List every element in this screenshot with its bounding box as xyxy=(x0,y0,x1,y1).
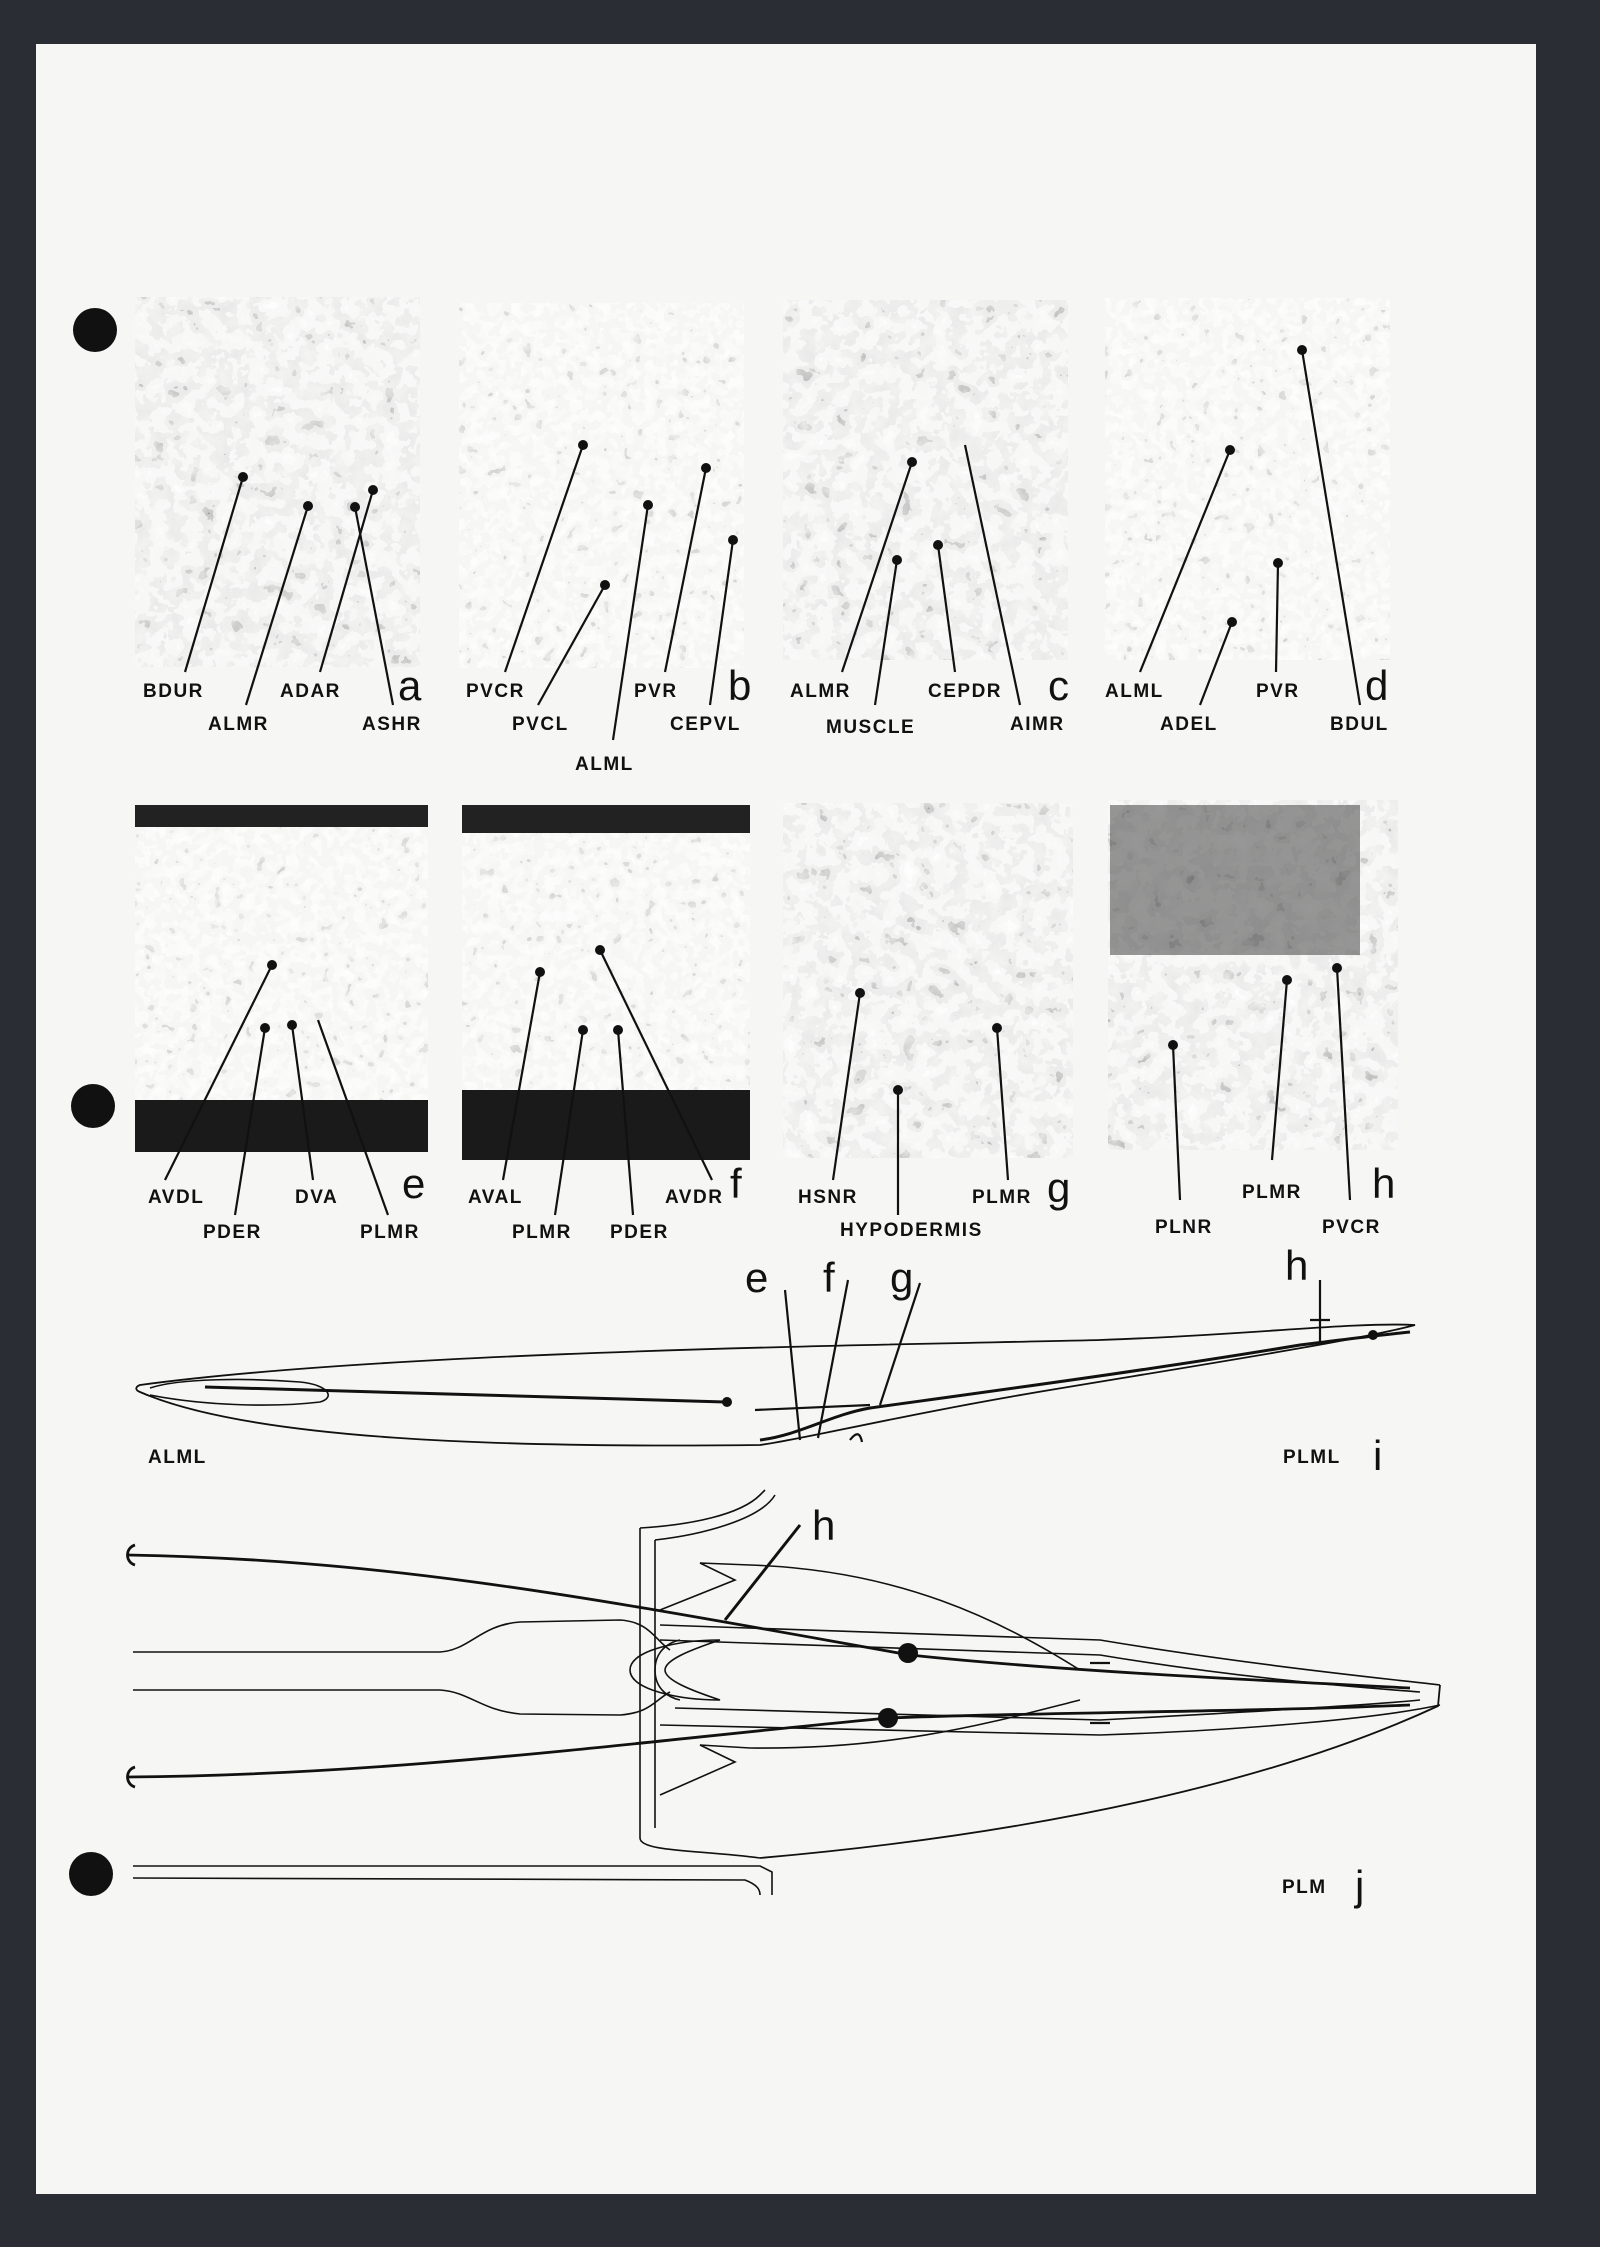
label-a-3: ASHR xyxy=(362,714,422,735)
micrograph-f xyxy=(462,805,750,1160)
label-c-3: AIMR xyxy=(1010,714,1065,735)
label-f-0: AVAL xyxy=(468,1187,523,1208)
label-g-2: PLMR xyxy=(972,1187,1032,1208)
label-d-2: PVR xyxy=(1256,681,1300,702)
section-mark-f: f xyxy=(823,1254,835,1301)
label-d-1: ADEL xyxy=(1160,714,1218,735)
panel-letter-j: j xyxy=(1355,1862,1365,1909)
label-b-3: PVR xyxy=(634,681,678,702)
label-plm: PLM xyxy=(1282,1877,1327,1898)
panel-letter-e: e xyxy=(402,1160,426,1207)
section-mark-e: e xyxy=(745,1254,769,1301)
label-a-2: ADAR xyxy=(280,681,341,702)
panel-letter-h: h xyxy=(1372,1160,1396,1207)
label-h-1: PLMR xyxy=(1242,1182,1302,1203)
label-c-1: MUSCLE xyxy=(826,717,916,738)
label-g-1: HYPODERMIS xyxy=(840,1220,983,1241)
label-e-1: PDER xyxy=(203,1222,262,1243)
label-a-0: BDUR xyxy=(143,681,204,702)
label-d-3: BDUL xyxy=(1330,714,1389,735)
panel-letter-a: a xyxy=(398,662,422,709)
label-e-3: PLMR xyxy=(360,1222,420,1243)
label-b-1: PVCL xyxy=(512,714,569,735)
panel-letter-f: f xyxy=(730,1160,742,1207)
micrograph-b xyxy=(459,303,744,668)
section-mark-h: h xyxy=(1285,1242,1309,1289)
label-c-2: CEPDR xyxy=(928,681,1003,702)
binder-hole xyxy=(71,1084,115,1128)
section-mark-j-h: h xyxy=(812,1502,836,1549)
alml-cell-body xyxy=(722,1397,732,1407)
panel-letter-c: c xyxy=(1048,662,1069,709)
panel-letter-g: g xyxy=(1047,1164,1071,1211)
label-e-0: AVDL xyxy=(148,1187,205,1208)
label-f-3: AVDR xyxy=(665,1187,724,1208)
label-a-1: ALMR xyxy=(208,714,269,735)
label-g-0: HSNR xyxy=(798,1187,858,1208)
label-d-0: ALML xyxy=(1105,681,1164,702)
label-e-2: DVA xyxy=(295,1187,339,1208)
label-alml: ALML xyxy=(148,1447,207,1468)
plm-lower-cell-body xyxy=(878,1708,898,1728)
binder-hole xyxy=(73,308,117,352)
section-mark-g: g xyxy=(890,1254,914,1301)
label-b-4: CEPVL xyxy=(670,714,741,735)
label-b-0: PVCR xyxy=(466,681,525,702)
label-c-0: ALMR xyxy=(790,681,851,702)
micrograph-h xyxy=(1108,800,1398,1150)
panel-letter-d: d xyxy=(1365,662,1389,709)
panel-letter-b: b xyxy=(728,662,752,709)
binder-hole xyxy=(69,1852,113,1896)
micrograph-d xyxy=(1105,298,1390,660)
label-h-2: PVCR xyxy=(1322,1217,1381,1238)
plm-upper-cell-body xyxy=(898,1643,918,1663)
micrograph-e xyxy=(135,805,428,1152)
label-b-2: ALML xyxy=(575,754,634,775)
micrograph-a xyxy=(135,297,420,667)
panel-letter-i: i xyxy=(1373,1432,1383,1479)
label-h-0: PLNR xyxy=(1155,1217,1213,1238)
label-f-1: PLMR xyxy=(512,1222,572,1243)
micrograph-c xyxy=(783,300,1068,660)
plml-cell-body xyxy=(1368,1330,1378,1340)
label-f-2: PDER xyxy=(610,1222,669,1243)
label-plml: PLML xyxy=(1283,1447,1341,1468)
micrograph-g xyxy=(783,803,1073,1158)
